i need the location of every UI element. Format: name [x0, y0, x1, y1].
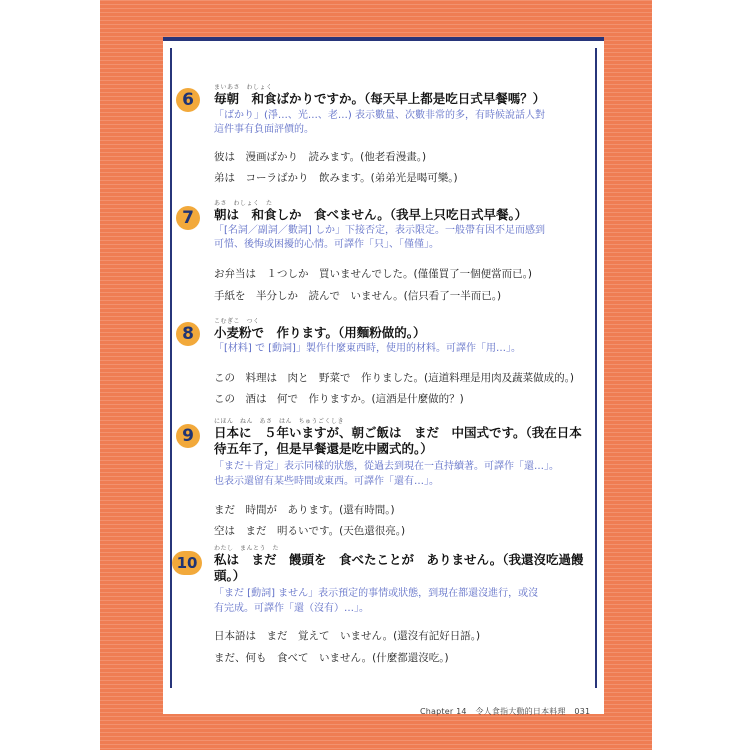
furigana: にほん ねん あさ はん ちゅうごくしき: [214, 418, 345, 425]
top-rule: [163, 37, 604, 41]
grammar-note: 「[材料] で [動詞]」製作什麼東西時，使用的材料。可譯作「用…」。: [214, 343, 521, 354]
entry-number-badge: 6: [176, 88, 200, 112]
grammar-note: 也表示還留有某些時間或東西。可譯作「還有…」。: [214, 476, 439, 487]
entry-title-continued: 頭。）: [214, 568, 246, 583]
example-sentence: この 料理は 肉と 野菜で 作りました。(這道料理是用肉及蔬菜做成的。): [214, 372, 574, 384]
entry-number-badge: 9: [176, 424, 200, 448]
entry-number-badge: 7: [176, 206, 200, 230]
example-sentence: 彼は 漫画ばかり 読みます。(他老看漫畫。): [214, 151, 427, 163]
example-sentence: 日本語は まだ 覚えて いません。(還沒有記好日語。): [214, 630, 481, 642]
example-sentence: 弟は コーラばかり 飲みます。(弟弟光是喝可樂。): [214, 172, 458, 184]
grammar-note: 「[名詞／副詞／數詞] しか」下接否定，表示限定。一般帶有因不足而感到: [214, 225, 545, 236]
furigana: わたし まんとう た: [214, 545, 280, 552]
grammar-note: 可惜、後悔或困擾的心情。可譯作「只」、「僅僅」。: [214, 239, 439, 250]
entry-title: 毎朝 和食ばかりですか。（每天早上都是吃日式早餐嗎？）: [214, 91, 546, 106]
grammar-note: 這件事有負面評價的。: [214, 124, 314, 135]
grammar-note: 有完成。可譯作「還（沒有）…」。: [214, 603, 369, 614]
furigana: あさ わしょく た: [214, 200, 273, 207]
chapter-label: Chapter 14: [420, 707, 467, 716]
example-sentence: まだ 時間が あります。(還有時間。): [214, 504, 395, 516]
entry-title: 日本に ５年いますが、朝ご飯は まだ 中国式です。（我在日本: [214, 425, 582, 440]
grammar-note: 「まだ [動詞] ません」表示預定的事情或狀態，到現在都還沒進行，或沒: [214, 588, 539, 599]
example-sentence: お弁当は １つしか 買いませんでした。(僅僅買了一個便當而已。): [214, 268, 532, 280]
entry-title: 朝は 和食しか 食べません。（我早上只吃日式早餐。）: [214, 207, 528, 222]
example-sentence: まだ、何も 食べて いません。(什麼都還沒吃。): [214, 652, 449, 664]
example-sentence: 手紙を 半分しか 読んで いません。(信只看了一半而已。): [214, 290, 502, 302]
chapter-title: 令人食指大動的日本料理: [475, 707, 566, 716]
entry-number-badge: 10: [172, 551, 202, 575]
entry-title: 私は まだ 饅頭を 食べたことが ありません。（我還沒吃過饅: [214, 552, 584, 567]
entry-title-continued: 待五年了，但是早餐還是吃中國式的。）: [214, 441, 433, 456]
furigana: まいあさ わしょく: [214, 84, 273, 91]
grammar-note: 「まだ＋肯定」表示同樣的狀態，從過去到現在一直持續著。可譯作「還…」。: [214, 461, 559, 472]
example-sentence: この 酒は 何で 作りますか。(這酒是什麼做的？): [214, 393, 464, 405]
page-footer: [420, 706, 596, 717]
entry-number-badge: 8: [176, 322, 200, 346]
example-sentence: 空は まだ 明るいです。(天色還很亮。): [214, 525, 406, 537]
page-number: 031: [574, 707, 591, 716]
furigana: こむぎこ つく: [214, 318, 260, 325]
grammar-note: 「ばかり」(淨…、光…、老…) 表示數量、次數非常的多，有時候說話人對: [214, 110, 545, 121]
entry-title: 小麦粉で 作ります。（用麵粉做的。）: [214, 325, 426, 340]
